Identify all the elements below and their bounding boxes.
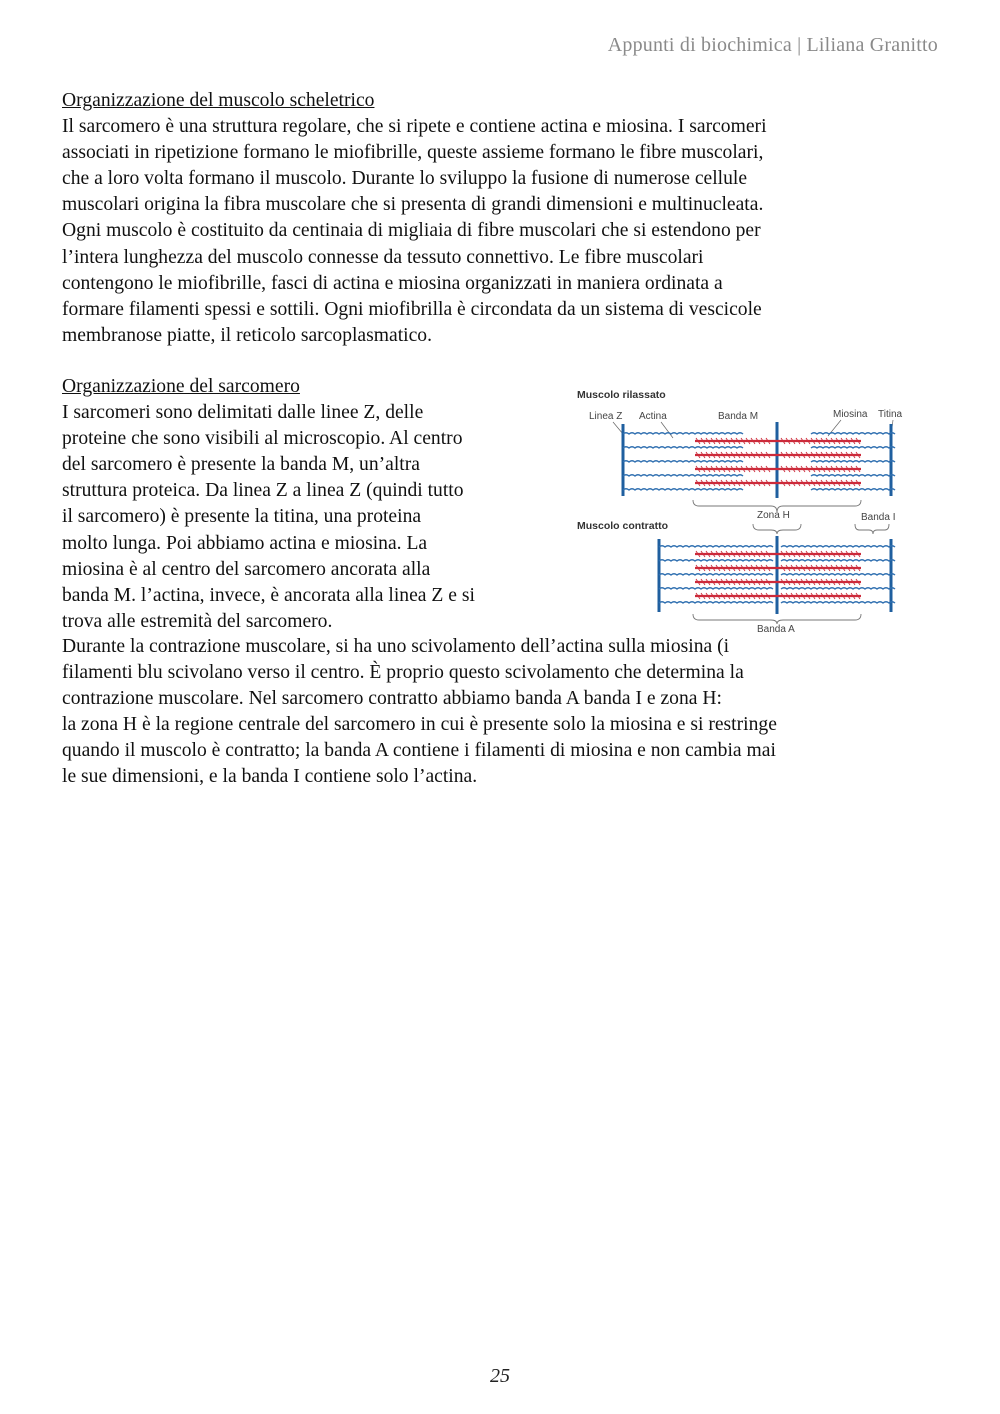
running-header: Appunti di biochimica | Liliana Granitto [607,34,938,56]
text-line: I sarcomeri sono delimitati dalle linee Z, delle [62,402,424,424]
text-line: il sarcomero) è presente la titina, una proteina [62,506,422,528]
text-line: banda M. l’actina, invece, è ancorata alla linea Z e si [62,584,475,606]
actin-filament [811,447,895,448]
actin-filament [623,475,743,476]
brace [693,500,861,512]
paragraph-contraction [62,634,938,791]
paragraph [62,400,562,635]
actin-filament [811,461,895,462]
actin-filament [623,433,743,434]
label-titina: Titina [878,409,903,420]
actin-filament [781,588,895,589]
actin-filament [811,475,895,476]
section-title: Organizzazione del muscolo scheletrico [62,90,375,111]
section-muscle-organization [62,88,938,349]
actin-filament [781,602,895,603]
text-line: quando il muscolo è contratto; la banda A contiene i filamenti di miosina e non cambia mai [62,740,776,762]
text-line: molto lunga. Poi abbiamo actina e miosina. La [62,532,428,554]
actin-filament [781,546,895,547]
sarcomere-diagram [573,384,913,636]
text-line: Il sarcomero è una struttura regolare, che si ripete e contiene actina e miosina. I sarcomeri [62,116,767,138]
label-actina: Actina [639,411,667,422]
leader-lines [613,420,893,438]
text-line: contrazione muscolare. Nel sarcomero contratto abbiamo banda A banda I e zona H: [62,688,722,710]
brace [855,524,889,534]
text-line: miosina è al centro del sarcomero ancorata alla [62,558,431,580]
text-line: formare filamenti spessi e sottili. Ogni miofibrilla è circondata da un sistema di vescicole [62,298,762,320]
actin-filament [811,489,895,490]
label-banda-i: Banda I [861,512,896,523]
relaxed-sarcomere [623,422,895,512]
text-line: le sue dimensioni, e la banda I contiene solo l’actina. [62,766,478,788]
text-line: filamenti blu scivolano verso il centro. È proprio questo scivolamento che determina la [62,662,744,684]
text-line: struttura proteica. Da linea Z a linea Z (quindi tutto [62,480,464,502]
actin-filament [659,574,773,575]
text-line: proteine che sono visibili al microscopio. Al centro [62,428,463,450]
label-miosina: Miosina [833,409,868,420]
brace [753,524,801,534]
actin-filament [659,560,773,561]
text-line: la zona H è la regione centrale del sarcomero in cui è presente solo la miosina e si restringe [62,714,777,736]
actin-filament [781,560,895,561]
actin-filament [659,588,773,589]
text-line: che a loro volta formano il muscolo. Durante lo sviluppo la fusione di numerose cellule [62,168,748,190]
label-banda-a: Banda A [757,624,795,635]
text-line: Durante la contrazione muscolare, si ha uno scivolamento dell’actina sulla miosina (i [62,636,730,657]
actin-filament [781,574,895,575]
actin-filament [659,602,773,603]
actin-filament [623,489,743,490]
contracted-title: Muscolo contratto [577,520,668,532]
contracted-sarcomere [659,524,895,624]
actin-filament [623,461,743,462]
text-line: contengono le miofibrille, fasci di actina e miosina organizzati in maniera ordinata a [62,272,723,294]
text-line: membranose piatte, il reticolo sarcoplasmatico. [62,324,432,346]
text-line: trova alle estremità del sarcomero. [62,610,333,632]
label-banda-m: Banda M [718,411,759,422]
text-line: del sarcomero è presente la banda M, un’altra [62,454,420,476]
page-number: 25 [490,1365,510,1387]
paragraph [62,114,938,349]
brace [693,614,861,624]
actin-filament [811,433,895,434]
text-line: associati in ripetizione formano le miofibrille, queste assieme formano le fibre muscolari, [62,142,764,164]
label-zona-h: Zona H [757,510,790,521]
text-line: muscolari origina la fibra muscolare che si presenta di grandi dimensioni e multinucleata. [62,194,764,216]
relaxed-title: Muscolo rilassato [577,389,666,401]
actin-filament [623,447,743,448]
section-title: Organizzazione del sarcomero [62,376,300,397]
label-linea-z: Linea Z [589,411,623,422]
text-line: Ogni muscolo è costituito da centinaia di migliaia di fibre muscolari che si estendono per [62,220,761,242]
actin-filament [659,546,773,547]
text-line: l’intera lunghezza del muscolo connesse da tessuto connettivo. Le fibre muscolari [62,246,704,268]
